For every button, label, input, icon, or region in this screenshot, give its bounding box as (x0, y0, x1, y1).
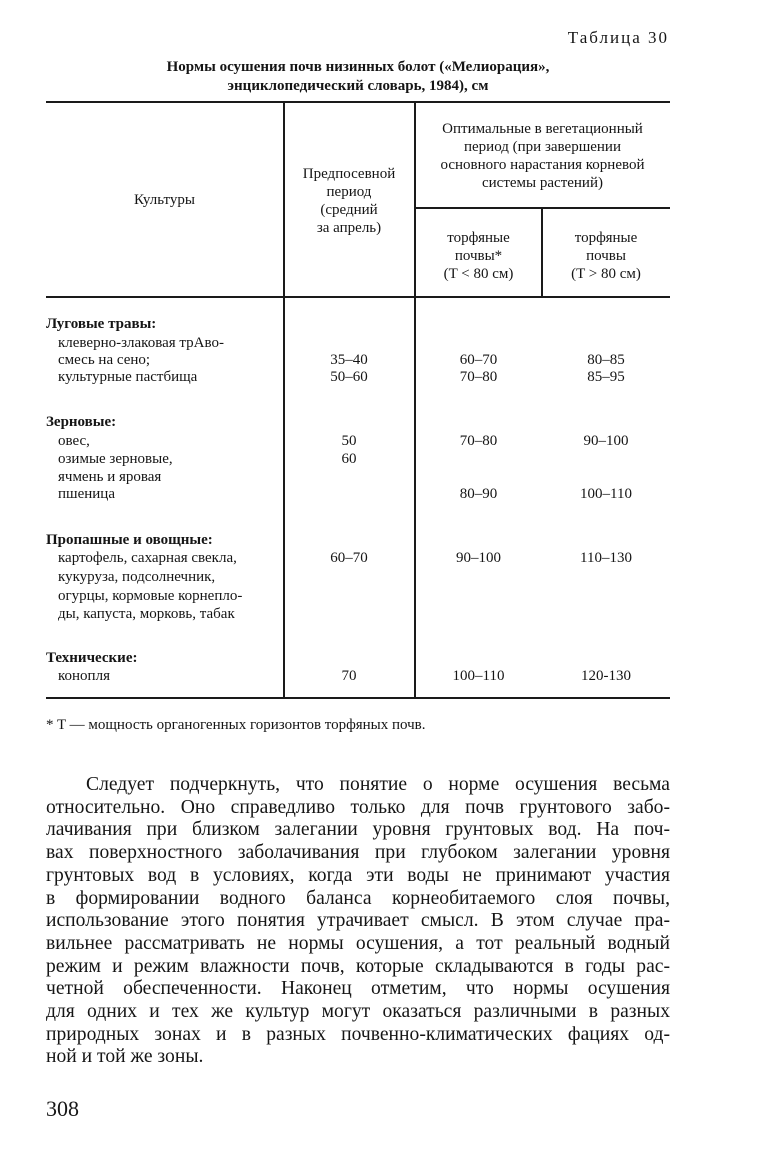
header-peat-lt80 (415, 229, 542, 283)
header-line: торфяные (574, 230, 638, 246)
header-line: торфяные (447, 230, 510, 246)
paragraph-line: относительно. Оно справедливо только для почв грунтового забо- (46, 796, 670, 818)
header-line: почвы* (454, 248, 503, 264)
presowing-value: 50 (341, 433, 357, 449)
paragraph-line: природных зонах и в разных почвенно-климатических фациях од- (46, 1023, 670, 1045)
crop-name: культурные пастбища (58, 369, 198, 385)
paragraph-line: грунтовых вод в условиях, когда эти воды не принимают участия (46, 864, 670, 886)
gt80-value: 100–110 (580, 486, 632, 502)
header-line: период (при завершении (464, 139, 621, 155)
crop-name: ды, капуста, морковь, табак (58, 606, 235, 622)
crop-name: озимые зерновые, (58, 451, 173, 467)
header-optimal (415, 120, 670, 192)
header-bottom-rule (46, 296, 670, 298)
paragraph-line: для одних и тех же культур могут оказаться различными в разных (46, 1001, 670, 1023)
gt80-value: 90–100 (583, 433, 629, 449)
paragraph-line: лачивания при близком залегании уровня грунтовых вод. На поч- (46, 819, 670, 841)
group-title: Луговые травы: (46, 316, 157, 332)
presowing-value: 35–40 (330, 352, 368, 368)
gt80-value: 110–130 (580, 550, 632, 566)
table-footnote: * T — мощность органогенных горизонтов торфяных почв. (46, 717, 426, 733)
crop-name: пшеница (58, 486, 115, 502)
crop-name: конопля (58, 668, 110, 684)
subheader-rule (415, 207, 670, 209)
group-title: Пропашные и овощные: (46, 532, 213, 548)
lt80-value: 90–100 (456, 550, 501, 566)
lt80-value: 60–70 (459, 352, 498, 368)
header-line: почвы (586, 248, 626, 264)
crop-name: кукуруза, подсолнечник, (58, 569, 216, 585)
crop-name: смесь на сено; (58, 352, 151, 368)
gt80-value: 120-130 (581, 668, 631, 684)
crop-name: огурцы, кормовые корнепло- (58, 588, 243, 604)
presowing-value: 60–70 (330, 550, 368, 566)
header-line: за апрель) (316, 220, 382, 236)
table-top-rule (46, 101, 670, 103)
paragraph-line: ной и той же зоны. (46, 1046, 204, 1068)
lt80-value: 100–110 (452, 668, 505, 684)
paragraph-line: вах поверхностного заболачивания при глубоком залегании уровня (46, 842, 670, 864)
presowing-value: 70 (341, 668, 357, 684)
lt80-value: 70–80 (459, 369, 498, 385)
gt80-value: 80–85 (587, 352, 625, 368)
crop-name: клеверно-злаковая трАво- (58, 335, 224, 351)
table-bottom-rule (46, 697, 670, 699)
presowing-value: 60 (341, 451, 357, 467)
paragraph-line: Следует подчеркнуть, что понятие о норме осушения весьма (86, 774, 670, 795)
group-title: Технические: (46, 650, 138, 666)
paragraph-line: четной обеспеченности. Наконец отметим, что нормы осушения (46, 978, 670, 1000)
crop-name: ячмень и яровая (58, 469, 162, 485)
paragraph-line: в формировании водного баланса корнеобитаемого слоя почвы, (46, 887, 670, 909)
lt80-value: 70–80 (459, 433, 498, 449)
group-title: Зерновые: (46, 414, 117, 430)
header-peat-gt80 (542, 229, 670, 283)
header-line: Оптимальные в вегетационный (442, 121, 643, 137)
header-presowing (284, 165, 414, 237)
header-line: основного нарастания корневой (440, 157, 645, 173)
paragraph-line: вильнее рассматривать не нормы осушения, а тот реальный водный (46, 932, 670, 954)
header-line: (T > 80 см) (571, 266, 641, 282)
header-line: (T < 80 см) (443, 266, 514, 282)
gt80-value: 85–95 (587, 369, 625, 385)
body-paragraph (46, 774, 670, 1069)
presowing-value: 50–60 (330, 369, 368, 385)
crop-name: овес, (58, 433, 90, 449)
header-line: системы растений) (482, 175, 603, 191)
paragraph-line: использование этого понятия утрачивает смысл. В этом случае пра- (46, 910, 670, 932)
page-number: 308 (46, 1096, 79, 1121)
header-line: период (326, 184, 372, 200)
paragraph-line: режим и режим влажности почв, которые складываются в годы рас- (46, 955, 670, 977)
crop-name: картофель, сахарная свекла, (58, 550, 237, 566)
caption-line: энциклопедический словарь, 1984), см (227, 78, 489, 94)
header-line: Предпосевной (302, 166, 396, 182)
table-caption (46, 58, 670, 96)
caption-line: Нормы осушения почв низинных болот («Мелиорация», (166, 59, 550, 75)
header-crops: Культуры (134, 192, 195, 208)
lt80-value: 80–90 (459, 486, 498, 502)
table-number: Таблица 30 (567, 28, 669, 47)
header-line: (средний (320, 202, 378, 218)
